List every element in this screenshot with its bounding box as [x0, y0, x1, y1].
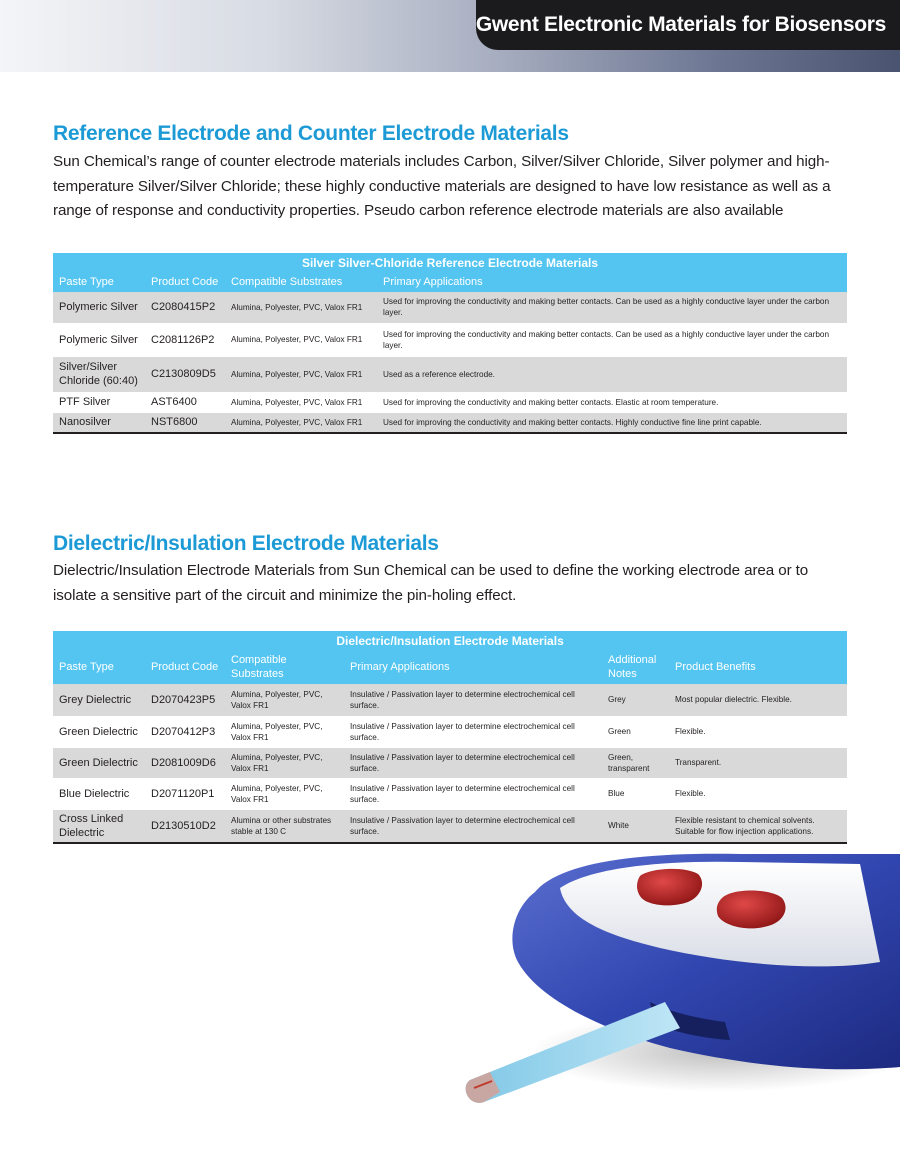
table-cell: Alumina, Polyester, PVC, Valox FR1: [225, 392, 377, 412]
section-body-reference: Sun Chemical’s range of counter electrode materials includes Carbon, Silver/Silver Chloride, Silver polymer and high-temperature Silver/Silver Chloride; these highly conductive materials are designed to have low resistance as well as a range of response and conductivity properties. Pseudo carbon reference electrode materials are also available: [53, 153, 831, 219]
table-title-row: [53, 631, 847, 651]
table-title: Silver Silver-Chloride Reference Electrode Materials: [53, 253, 847, 273]
table-cell: Insulative / Passivation layer to determine electrochemical cell surface.: [344, 716, 602, 747]
dielectric-table: [53, 631, 847, 844]
table-cell: Grey Dielectric: [53, 684, 145, 716]
table-cell: Alumina, Polyester, PVC, Valox FR1: [225, 716, 344, 747]
column-header: Product Benefits: [669, 651, 847, 684]
column-header: Additional Notes: [602, 651, 669, 684]
column-header: Compatible Substrates: [225, 651, 344, 684]
table-row: [53, 323, 847, 356]
reference-electrode-table: [53, 253, 847, 434]
table-cell: Transparent.: [669, 747, 847, 778]
table-cell: Used for improving the conductivity and making better contacts. Highly conductive fine line print capable.: [377, 412, 847, 433]
table-row: [53, 747, 847, 778]
table-cell: Flexible resistant to chemical solvents. Suitable for flow injection applications.: [669, 809, 847, 843]
table-title: Dielectric/Insulation Electrode Materials: [53, 631, 847, 651]
table-title-row: [53, 253, 847, 273]
table-cell: Alumina, Polyester, PVC, Valox FR1: [225, 412, 377, 433]
table-cell: Blue: [602, 778, 669, 809]
section-heading-dielectric: Dielectric/Insulation Electrode Materials: [53, 532, 439, 555]
table-cell: D2070423P5: [145, 684, 225, 716]
table-cell: Used as a reference electrode.: [377, 356, 847, 392]
table-cell: Most popular dielectric. Flexible.: [669, 684, 847, 716]
table-cell: C2130809D5: [145, 356, 225, 392]
table-row: [53, 356, 847, 392]
table-cell: D2071120P1: [145, 778, 225, 809]
column-header: Product Code: [145, 273, 225, 292]
table-cell: Green, transparent: [602, 747, 669, 778]
table-cell: Alumina, Polyester, PVC, Valox FR1: [225, 292, 377, 323]
table-row: [53, 292, 847, 323]
table-cell: D2070412P3: [145, 716, 225, 747]
table-cell: Used for improving the conductivity and making better contacts. Can be used as a highly conductive layer under the carbon layer.: [377, 292, 847, 323]
page-title: Gwent Electronic Materials for Biosensors: [475, 13, 886, 36]
table-row: [53, 684, 847, 716]
header-title-box: [476, 0, 900, 50]
section-heading-reference: Reference Electrode and Counter Electrode Materials: [53, 122, 569, 145]
table-header-row: [53, 651, 847, 684]
table-cell: Polymeric Silver: [53, 292, 145, 323]
table-cell: Blue Dielectric: [53, 778, 145, 809]
table-cell: PTF Silver: [53, 392, 145, 412]
table-cell: Grey: [602, 684, 669, 716]
table-row: [53, 778, 847, 809]
table-cell: Alumina or other substrates stable at 130 C: [225, 809, 344, 843]
table-cell: Insulative / Passivation layer to determine electrochemical cell surface.: [344, 778, 602, 809]
table-cell: Insulative / Passivation layer to determine electrochemical cell surface.: [344, 809, 602, 843]
table-cell: Silver/Silver Chloride (60:40): [53, 356, 145, 392]
table-row: [53, 412, 847, 433]
table-cell: Flexible.: [669, 778, 847, 809]
table-cell: AST6400: [145, 392, 225, 412]
table-cell: Cross Linked Dielectric: [53, 809, 145, 843]
table-cell: Green: [602, 716, 669, 747]
table-cell: Green Dielectric: [53, 747, 145, 778]
red-button-right: [717, 891, 786, 929]
column-header: Paste Type: [53, 651, 145, 684]
table-cell: Polymeric Silver: [53, 323, 145, 356]
table-cell: Alumina, Polyester, PVC, Valox FR1: [225, 747, 344, 778]
table-cell: C2080415P2: [145, 292, 225, 323]
table-cell: Alumina, Polyester, PVC, Valox FR1: [225, 684, 344, 716]
column-header: Paste Type: [53, 273, 145, 292]
table-cell: Alumina, Polyester, PVC, Valox FR1: [225, 323, 377, 356]
table-cell: Nanosilver: [53, 412, 145, 433]
table-cell: Alumina, Polyester, PVC, Valox FR1: [225, 778, 344, 809]
table-cell: Insulative / Passivation layer to determine electrochemical cell surface.: [344, 684, 602, 716]
table-cell: Green Dielectric: [53, 716, 145, 747]
table-cell: NST6800: [145, 412, 225, 433]
table-cell: Used for improving the conductivity and making better contacts. Can be used as a highly conductive layer under the carbon layer.: [377, 323, 847, 356]
glucose-meter-photo: [440, 852, 900, 1122]
table-cell: Flexible.: [669, 716, 847, 747]
table-row: [53, 392, 847, 412]
table-row: [53, 809, 847, 843]
table-header-row: [53, 273, 847, 292]
table-cell: D2130510D2: [145, 809, 225, 843]
section-body-dielectric: Dielectric/Insulation Electrode Materials from Sun Chemical can be used to define the working electrode area or to isolate a sensitive part of the circuit and minimize the pin-holing effect.: [53, 562, 809, 604]
table-row: [53, 716, 847, 747]
table-cell: Used for improving the conductivity and making better contacts. Elastic at room temperature.: [377, 392, 847, 412]
table-cell: C2081126P2: [145, 323, 225, 356]
column-header: Product Code: [145, 651, 225, 684]
column-header: Primary Applications: [344, 651, 602, 684]
column-header: Compatible Substrates: [225, 273, 377, 292]
table-cell: White: [602, 809, 669, 843]
table-cell: D2081009D6: [145, 747, 225, 778]
table-cell: Insulative / Passivation layer to determine electrochemical cell surface.: [344, 747, 602, 778]
column-header: Primary Applications: [377, 273, 847, 292]
table-cell: Alumina, Polyester, PVC, Valox FR1: [225, 356, 377, 392]
